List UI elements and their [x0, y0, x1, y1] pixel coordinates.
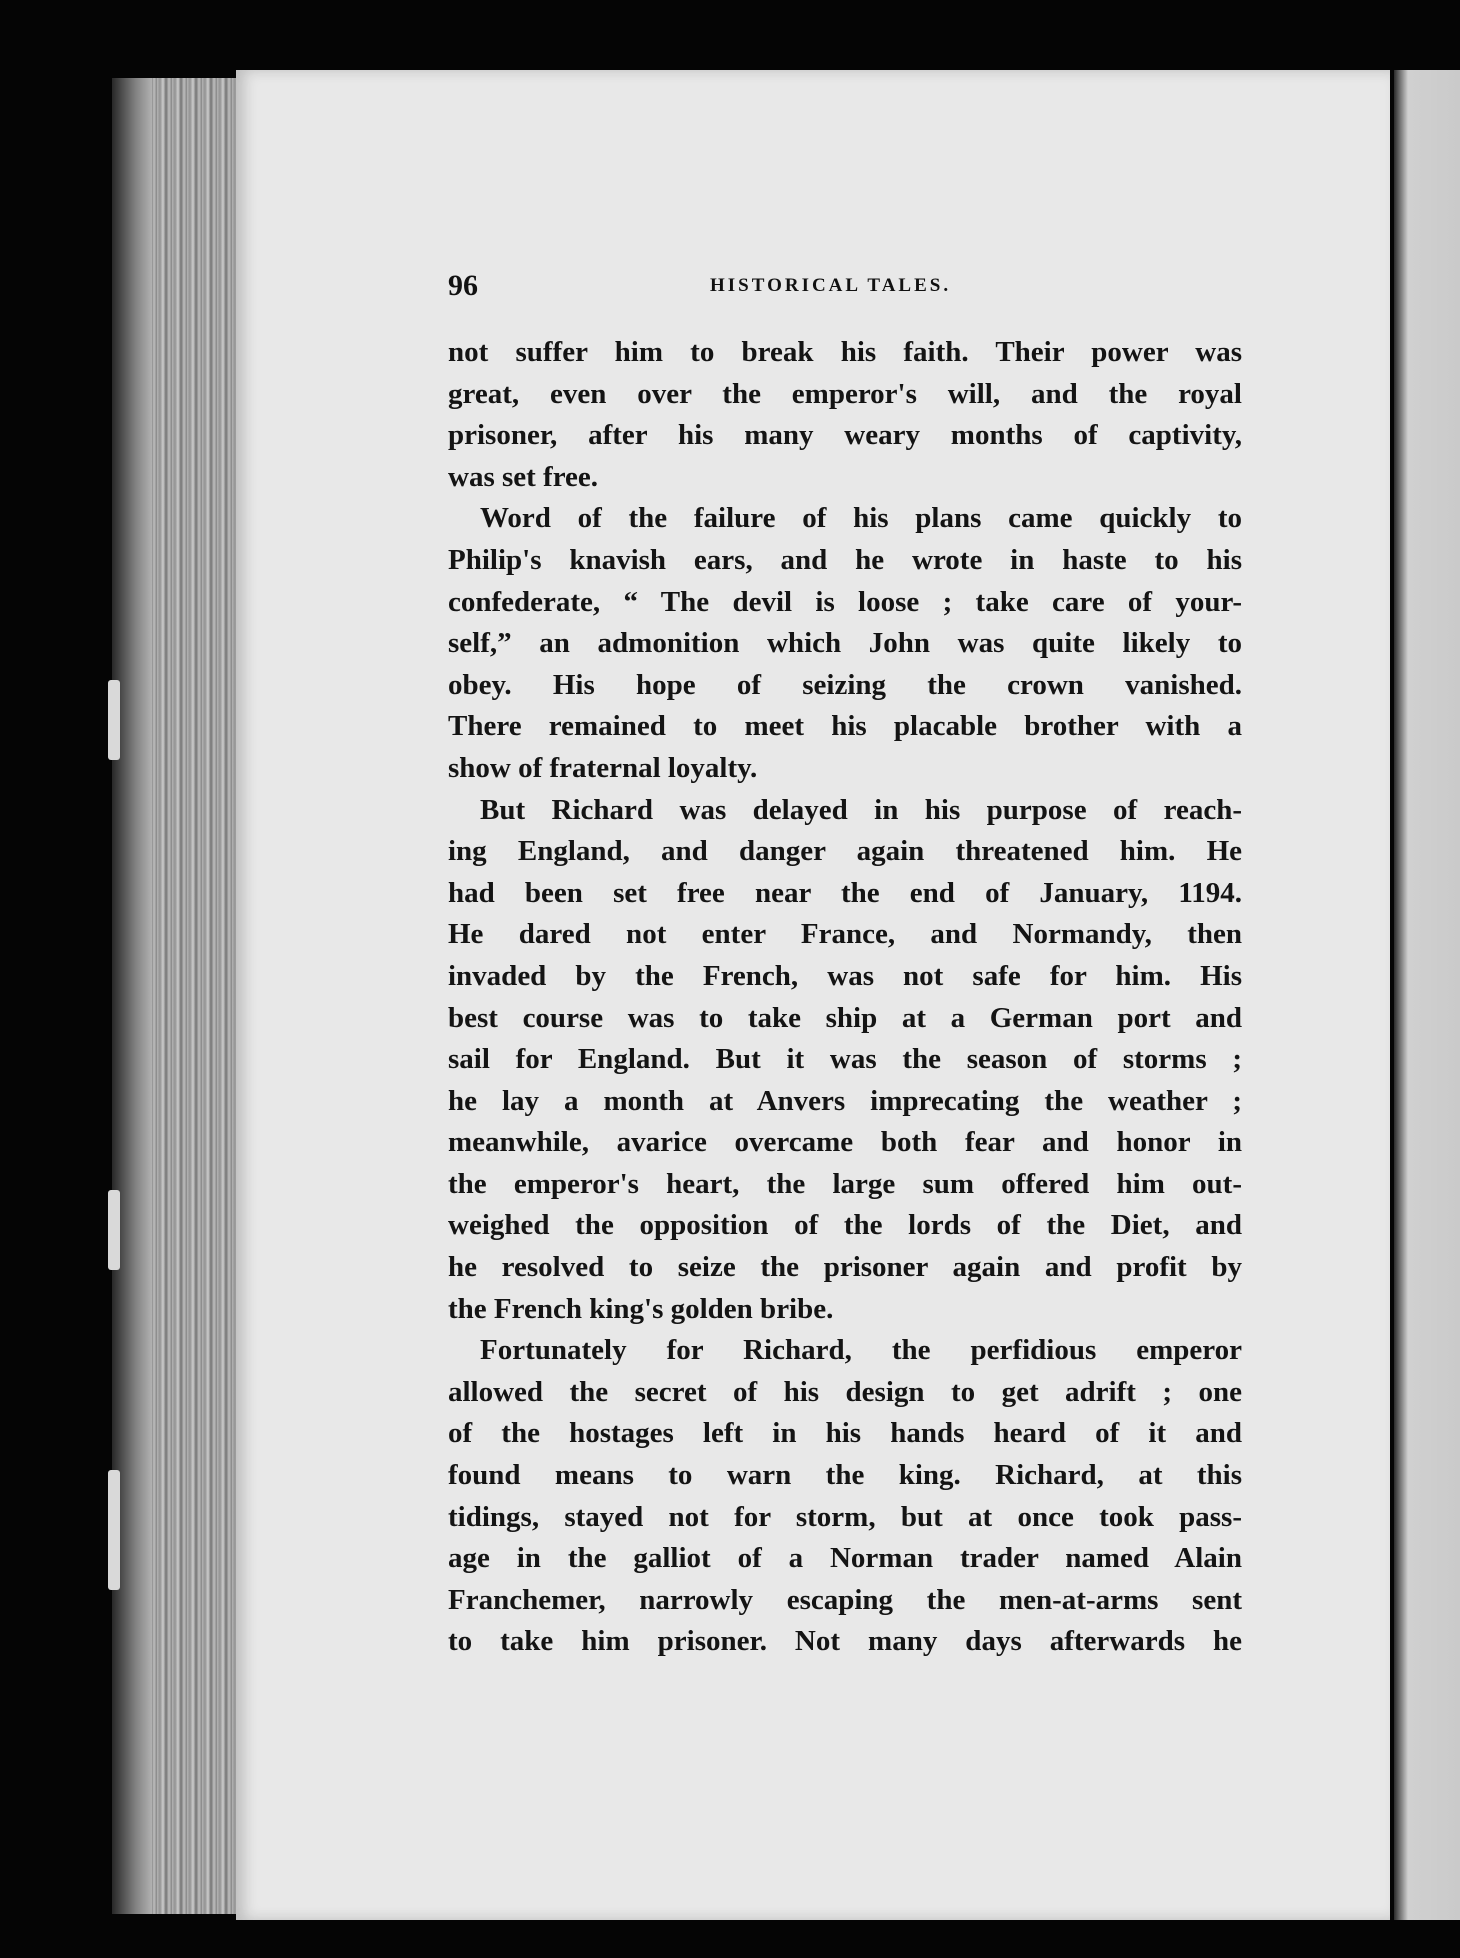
- text-line: ing England, and danger again threatened him. He: [448, 835, 1242, 868]
- text-line: age in the galliot of a Norman trader named Alain: [448, 1542, 1242, 1575]
- text-line: had been set free near the end of January, 1194.: [448, 876, 1242, 909]
- text-line: confederate, “ The devil is loose ; take care of your-: [448, 585, 1242, 618]
- text-line: Franchemer, narrowly escaping the men-at-arms sent: [448, 1583, 1242, 1616]
- text-line: sail for England. But it was the season of storms ;: [448, 1043, 1242, 1076]
- text-line: Fortunately for Richard, the perfidious emperor: [480, 1334, 1242, 1367]
- text-line: found means to warn the king. Richard, at this: [448, 1459, 1242, 1492]
- page-edge-tab: [108, 1190, 120, 1270]
- text-line: meanwhile, avarice overcame both fear and honor in: [448, 1126, 1242, 1159]
- text-line: There remained to meet his placable brother with a: [448, 710, 1242, 743]
- text-line: not suffer him to break his faith. Their power was: [448, 336, 1242, 368]
- text-line: great, even over the emperor's will, and the royal: [448, 377, 1242, 410]
- text-line: self,” an admonition which John was quite likely to: [448, 627, 1242, 660]
- text-line: show of fraternal loyalty.: [448, 751, 758, 784]
- text-line: the emperor's heart, the large sum offered him out-: [448, 1167, 1242, 1200]
- page-edges: [112, 78, 238, 1914]
- text-line: tidings, stayed not for storm, but at once took pass-: [448, 1500, 1242, 1533]
- text-line: he resolved to seize the prisoner again and profit by: [448, 1251, 1242, 1284]
- page-edge-tab: [108, 1470, 120, 1590]
- text-line: allowed the secret of his design to get adrift ; one: [448, 1375, 1242, 1408]
- text-line: Philip's knavish ears, and he wrote in haste to his: [448, 543, 1242, 576]
- text-line: But Richard was delayed in his purpose of reach-: [480, 793, 1242, 826]
- page-number: 96: [448, 269, 478, 302]
- page-edge-tab: [108, 680, 120, 760]
- text-line: weighed the opposition of the lords of the Diet, and: [448, 1209, 1242, 1242]
- text-line: he lay a month at Anvers imprecating the weather ;: [448, 1084, 1242, 1117]
- page-header: [448, 268, 1232, 308]
- running-head: HISTORICAL TALES.: [710, 275, 952, 296]
- body-text: [448, 332, 1242, 1663]
- text-line: prisoner, after his many weary months of captivity,: [448, 419, 1242, 452]
- facing-page-edge: [1394, 70, 1460, 1920]
- text-line: was set free.: [448, 460, 599, 493]
- text-line: the French king's golden bribe.: [448, 1292, 834, 1325]
- text-line: invaded by the French, was not safe for him. His: [448, 959, 1242, 992]
- text-line: obey. His hope of seizing the crown vanished.: [448, 668, 1242, 701]
- text-line: He dared not enter France, and Normandy, then: [448, 918, 1242, 951]
- text-line: best course was to take ship at a German port and: [448, 1001, 1242, 1034]
- text-line: Word of the failure of his plans came quickly to: [480, 502, 1242, 535]
- text-line: to take him prisoner. Not many days afterwards he: [448, 1625, 1242, 1658]
- text-line: of the hostages left in his hands heard of it and: [448, 1417, 1242, 1450]
